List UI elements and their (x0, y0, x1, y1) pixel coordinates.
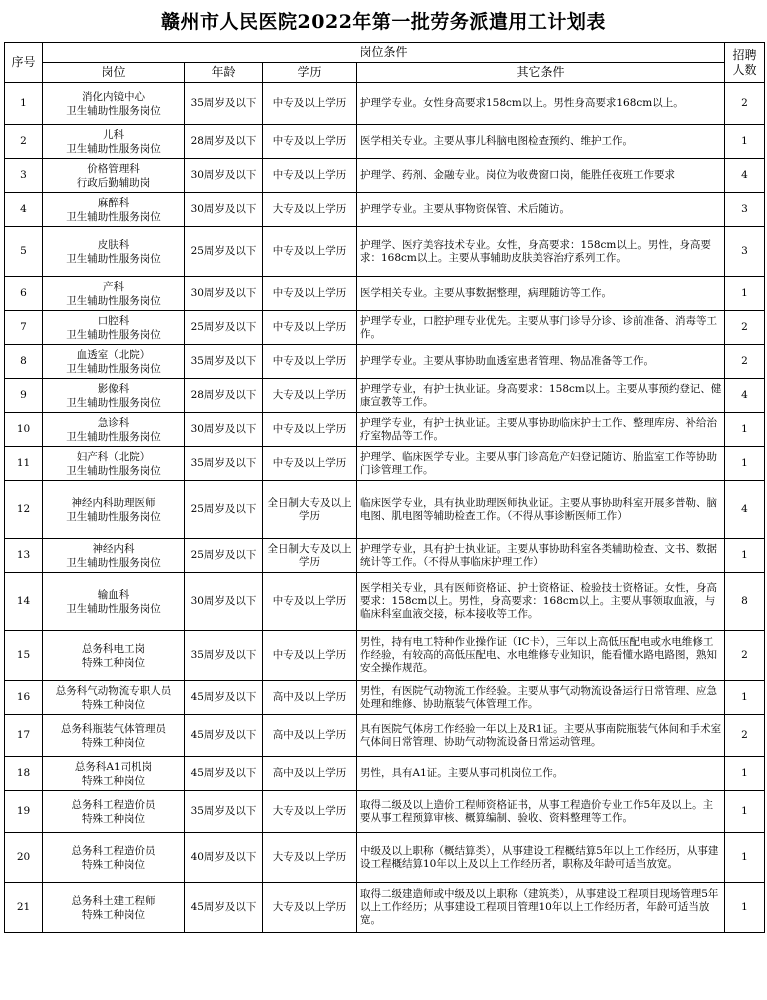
hire-count: 1 (725, 791, 765, 833)
age-requirement: 25周岁及以下 (185, 481, 263, 539)
position-cell (43, 379, 185, 413)
position-type: 特殊工种岗位 (82, 656, 145, 669)
header-age: 年龄 (185, 63, 263, 83)
row-number: 1 (5, 83, 43, 125)
position-type: 特殊工种岗位 (82, 908, 145, 921)
position-cell (43, 83, 185, 125)
age-requirement: 28周岁及以下 (185, 125, 263, 159)
row-number: 13 (5, 539, 43, 573)
other-conditions: 护理学专业。主要从事物资保管、术后随访。 (357, 193, 725, 227)
other-conditions: 医学相关专业，具有医师资格证、护士资格证、检验技士资格证。女性，身高要求：158cm以上。男性，身高要求：168cm以上。主要从事领取血液，与临床科室血液交接，标本接收等工作。 (357, 573, 725, 631)
position-department: 皮肤科 (97, 238, 130, 251)
hire-count: 1 (725, 125, 765, 159)
hire-count: 2 (725, 631, 765, 681)
position-type: 卫生辅助性服务岗位 (66, 396, 161, 409)
education-requirement: 中专及以上学历 (263, 277, 357, 311)
position-department: 血透室（北院） (76, 348, 151, 361)
position-cell (43, 447, 185, 481)
age-requirement: 45周岁及以下 (185, 757, 263, 791)
table-row (5, 345, 765, 379)
position-cell (43, 883, 185, 933)
table-body (5, 83, 765, 933)
position-department: 麻醉科 (97, 196, 130, 209)
education-requirement: 大专及以上学历 (263, 379, 357, 413)
row-number: 8 (5, 345, 43, 379)
table-row (5, 715, 765, 757)
age-requirement: 25周岁及以下 (185, 539, 263, 573)
row-number: 5 (5, 227, 43, 277)
hire-count: 4 (725, 159, 765, 193)
hire-count: 1 (725, 757, 765, 791)
other-conditions: 护理学专业，具有护士执业证。主要从事协助科室各类辅助检查、文书、数据统计等工作。（不得从事临床护理工作） (357, 539, 725, 573)
position-cell (43, 125, 185, 159)
position-cell (43, 791, 185, 833)
table-row (5, 481, 765, 539)
position-type: 卫生辅助性服务岗位 (66, 252, 161, 265)
header-conditions: 岗位条件 (43, 43, 725, 63)
position-type: 特殊工种岗位 (82, 774, 145, 787)
position-cell (43, 539, 185, 573)
age-requirement: 25周岁及以下 (185, 227, 263, 277)
position-department: 总务科电工岗 (82, 642, 145, 655)
education-requirement: 中专及以上学历 (263, 413, 357, 447)
table-row (5, 573, 765, 631)
education-requirement: 全日制大专及以上学历 (263, 539, 357, 573)
hire-count: 2 (725, 345, 765, 379)
position-department: 总务科工程造价员 (71, 844, 156, 857)
position-type: 特殊工种岗位 (82, 858, 145, 871)
other-conditions: 护理学、药剂、金融专业。岗位为收费窗口岗，能胜任夜班工作要求 (357, 159, 725, 193)
age-requirement: 35周岁及以下 (185, 83, 263, 125)
row-number: 6 (5, 277, 43, 311)
position-cell (43, 715, 185, 757)
education-requirement: 大专及以上学历 (263, 791, 357, 833)
education-requirement: 高中及以上学历 (263, 681, 357, 715)
position-department: 总务科土建工程师 (71, 894, 156, 907)
header-position: 岗位 (43, 63, 185, 83)
education-requirement: 全日制大专及以上学历 (263, 481, 357, 539)
hire-count: 3 (725, 227, 765, 277)
other-conditions: 医学相关专业。主要从事数据整理，病理随访等工作。 (357, 277, 725, 311)
other-conditions: 取得二级及以上造价工程师资格证书，从事工程造价专业工作5年及以上。主要从事工程预算审核、概算编制、验收、资料整理等工作。 (357, 791, 725, 833)
table-row (5, 83, 765, 125)
position-department: 消化内镜中心 (82, 90, 145, 103)
position-type: 卫生辅助性服务岗位 (66, 328, 161, 341)
table-row (5, 413, 765, 447)
position-department: 神经内科 (92, 542, 135, 555)
table-row (5, 539, 765, 573)
position-type: 卫生辅助性服务岗位 (66, 362, 161, 375)
table-row (5, 791, 765, 833)
other-conditions: 护理学专业。女性身高要求158cm以上。男性身高要求168cm以上。 (357, 83, 725, 125)
position-cell (43, 277, 185, 311)
other-conditions: 护理学专业，有护士执业证。身高要求：158cm以上。主要从事预约登记、健康宣教等工作。 (357, 379, 725, 413)
age-requirement: 45周岁及以下 (185, 883, 263, 933)
position-cell (43, 631, 185, 681)
age-requirement: 45周岁及以下 (185, 681, 263, 715)
hire-count: 1 (725, 413, 765, 447)
hire-count: 1 (725, 883, 765, 933)
education-requirement: 中专及以上学历 (263, 631, 357, 681)
row-number: 3 (5, 159, 43, 193)
row-number: 16 (5, 681, 43, 715)
position-type: 卫生辅助性服务岗位 (66, 510, 161, 523)
hire-count: 4 (725, 481, 765, 539)
table-row (5, 311, 765, 345)
table-row (5, 447, 765, 481)
position-type: 行政后勤辅助岗 (76, 176, 151, 189)
position-cell (43, 311, 185, 345)
position-cell (43, 757, 185, 791)
age-requirement: 35周岁及以下 (185, 345, 263, 379)
position-cell (43, 413, 185, 447)
education-requirement: 中专及以上学历 (263, 573, 357, 631)
position-type: 卫生辅助性服务岗位 (66, 464, 161, 477)
row-number: 17 (5, 715, 43, 757)
hire-count: 3 (725, 193, 765, 227)
position-cell (43, 227, 185, 277)
row-number: 10 (5, 413, 43, 447)
header-seq: 序号 (5, 43, 43, 83)
age-requirement: 40周岁及以下 (185, 833, 263, 883)
other-conditions: 男性，持有电工特种作业操作证（IC卡），三年以上高低压配电或水电维修工作经验，有较高的高低压配电、水电维修专业知识，能看懂水路电路图，熟知安全操作规范。 (357, 631, 725, 681)
table-row (5, 193, 765, 227)
age-requirement: 30周岁及以下 (185, 277, 263, 311)
row-number: 11 (5, 447, 43, 481)
hire-count: 2 (725, 83, 765, 125)
hire-count: 1 (725, 833, 765, 883)
row-number: 19 (5, 791, 43, 833)
position-department: 总务科A1司机岗 (74, 760, 153, 773)
position-department: 儿科 (103, 128, 124, 141)
row-number: 7 (5, 311, 43, 345)
header-hires: 招聘人数 (725, 43, 765, 83)
table-row (5, 883, 765, 933)
other-conditions: 护理学专业，口腔护理专业优先。主要从事门诊导分诊、诊前准备、消毒等工作。 (357, 311, 725, 345)
other-conditions: 中级及以上职称（概结算类），从事建设工程概结算5年以上工作经历，从事建设工程概结算10年以上及以上工作经历者，职称及年龄可适当放宽。 (357, 833, 725, 883)
age-requirement: 25周岁及以下 (185, 311, 263, 345)
table-row (5, 681, 765, 715)
education-requirement: 高中及以上学历 (263, 715, 357, 757)
table-row (5, 379, 765, 413)
position-department: 价格管理科 (87, 162, 140, 175)
position-department: 影像科 (97, 382, 130, 395)
other-conditions: 男性，有医院气动物流工作经验。主要从事气动物流设备运行日常管理、应急处理和维修、协助瓶装气体管理工作。 (357, 681, 725, 715)
position-department: 总务科瓶装气体管理员 (61, 722, 166, 735)
position-type: 卫生辅助性服务岗位 (66, 142, 161, 155)
education-requirement: 大专及以上学历 (263, 193, 357, 227)
age-requirement: 35周岁及以下 (185, 631, 263, 681)
position-cell (43, 481, 185, 539)
position-type: 卫生辅助性服务岗位 (66, 602, 161, 615)
education-requirement: 高中及以上学历 (263, 757, 357, 791)
row-number: 20 (5, 833, 43, 883)
position-type: 特殊工种岗位 (82, 698, 145, 711)
other-conditions: 具有医院气体房工作经验一年以上及R1证。主要从事南院瓶装气体间和手术室气体间日常管理、协助气动物流设备日常运动管理。 (357, 715, 725, 757)
row-number: 18 (5, 757, 43, 791)
row-number: 4 (5, 193, 43, 227)
position-department: 总务科工程造价员 (71, 798, 156, 811)
table-row (5, 227, 765, 277)
row-number: 14 (5, 573, 43, 631)
position-type: 卫生辅助性服务岗位 (66, 210, 161, 223)
table-row (5, 125, 765, 159)
age-requirement: 45周岁及以下 (185, 715, 263, 757)
other-conditions: 取得二级建造师或中级及以上职称（建筑类），从事建设工程项目现场管理5年以上工作经历；从事建设工程项目管理10年以上工作经历者，年龄可适当放宽。 (357, 883, 725, 933)
education-requirement: 中专及以上学历 (263, 311, 357, 345)
position-type: 卫生辅助性服务岗位 (66, 294, 161, 307)
position-type: 特殊工种岗位 (82, 812, 145, 825)
education-requirement: 大专及以上学历 (263, 833, 357, 883)
hire-count: 2 (725, 311, 765, 345)
position-type: 特殊工种岗位 (82, 736, 145, 749)
other-conditions: 护理学专业。主要从事协助血透室患者管理、物品准备等工作。 (357, 345, 725, 379)
hire-count: 4 (725, 379, 765, 413)
education-requirement: 中专及以上学历 (263, 345, 357, 379)
position-type: 卫生辅助性服务岗位 (66, 556, 161, 569)
table-row (5, 159, 765, 193)
recruitment-table (4, 42, 765, 933)
other-conditions: 护理学、临床医学专业。主要从事门诊高危产妇登记随访、胎监室工作等协助门诊管理工作。 (357, 447, 725, 481)
position-cell (43, 193, 185, 227)
position-department: 口腔科 (97, 314, 130, 327)
table-row (5, 757, 765, 791)
row-number: 15 (5, 631, 43, 681)
position-department: 妇产科（北院） (76, 450, 151, 463)
hire-count: 1 (725, 681, 765, 715)
other-conditions: 医学相关专业。主要从事儿科脑电图检查预约、维护工作。 (357, 125, 725, 159)
position-department: 产科 (103, 280, 124, 293)
hire-count: 1 (725, 277, 765, 311)
age-requirement: 30周岁及以下 (185, 159, 263, 193)
row-number: 2 (5, 125, 43, 159)
age-requirement: 35周岁及以下 (185, 791, 263, 833)
header-other: 其它条件 (357, 63, 725, 83)
hire-count: 1 (725, 539, 765, 573)
age-requirement: 28周岁及以下 (185, 379, 263, 413)
other-conditions: 护理学、医疗美容技术专业。女性，身高要求：158cm以上。男性，身高要求：168cm以上。主要从事辅助皮肤美容治疗系列工作。 (357, 227, 725, 277)
position-cell (43, 833, 185, 883)
education-requirement: 中专及以上学历 (263, 227, 357, 277)
page-title: 赣州市人民医院2022年第一批劳务派遣用工计划表 (161, 11, 606, 33)
education-requirement: 中专及以上学历 (263, 83, 357, 125)
table-row (5, 833, 765, 883)
other-conditions: 男性，具有A1证。主要从事司机岗位工作。 (357, 757, 725, 791)
position-department: 急诊科 (97, 416, 130, 429)
other-conditions: 护理学专业，有护士执业证。主要从事协助临床护士工作、整理库房、补给治疗室物品等工作。 (357, 413, 725, 447)
age-requirement: 30周岁及以下 (185, 413, 263, 447)
position-cell (43, 345, 185, 379)
position-type: 卫生辅助性服务岗位 (66, 430, 161, 443)
hire-count: 2 (725, 715, 765, 757)
position-department: 总务科气动物流专职人员 (55, 684, 172, 697)
education-requirement: 中专及以上学历 (263, 125, 357, 159)
table-header (5, 43, 765, 83)
position-cell (43, 159, 185, 193)
education-requirement: 大专及以上学历 (263, 883, 357, 933)
age-requirement: 35周岁及以下 (185, 447, 263, 481)
position-department: 神经内科助理医师 (71, 496, 156, 509)
other-conditions: 临床医学专业，具有执业助理医师执业证。主要从事协助科室开展多普勒、脑电图、肌电图等辅助检查工作。（不得从事诊断医师工作） (357, 481, 725, 539)
position-type: 卫生辅助性服务岗位 (66, 104, 161, 117)
education-requirement: 中专及以上学历 (263, 159, 357, 193)
header-education: 学历 (263, 63, 357, 83)
hire-count: 1 (725, 447, 765, 481)
row-number: 21 (5, 883, 43, 933)
position-department: 输血科 (97, 588, 130, 601)
row-number: 12 (5, 481, 43, 539)
age-requirement: 30周岁及以下 (185, 193, 263, 227)
position-cell (43, 681, 185, 715)
age-requirement: 30周岁及以下 (185, 573, 263, 631)
hire-count: 8 (725, 573, 765, 631)
position-cell (43, 573, 185, 631)
row-number: 9 (5, 379, 43, 413)
table-row (5, 277, 765, 311)
education-requirement: 中专及以上学历 (263, 447, 357, 481)
table-row (5, 631, 765, 681)
